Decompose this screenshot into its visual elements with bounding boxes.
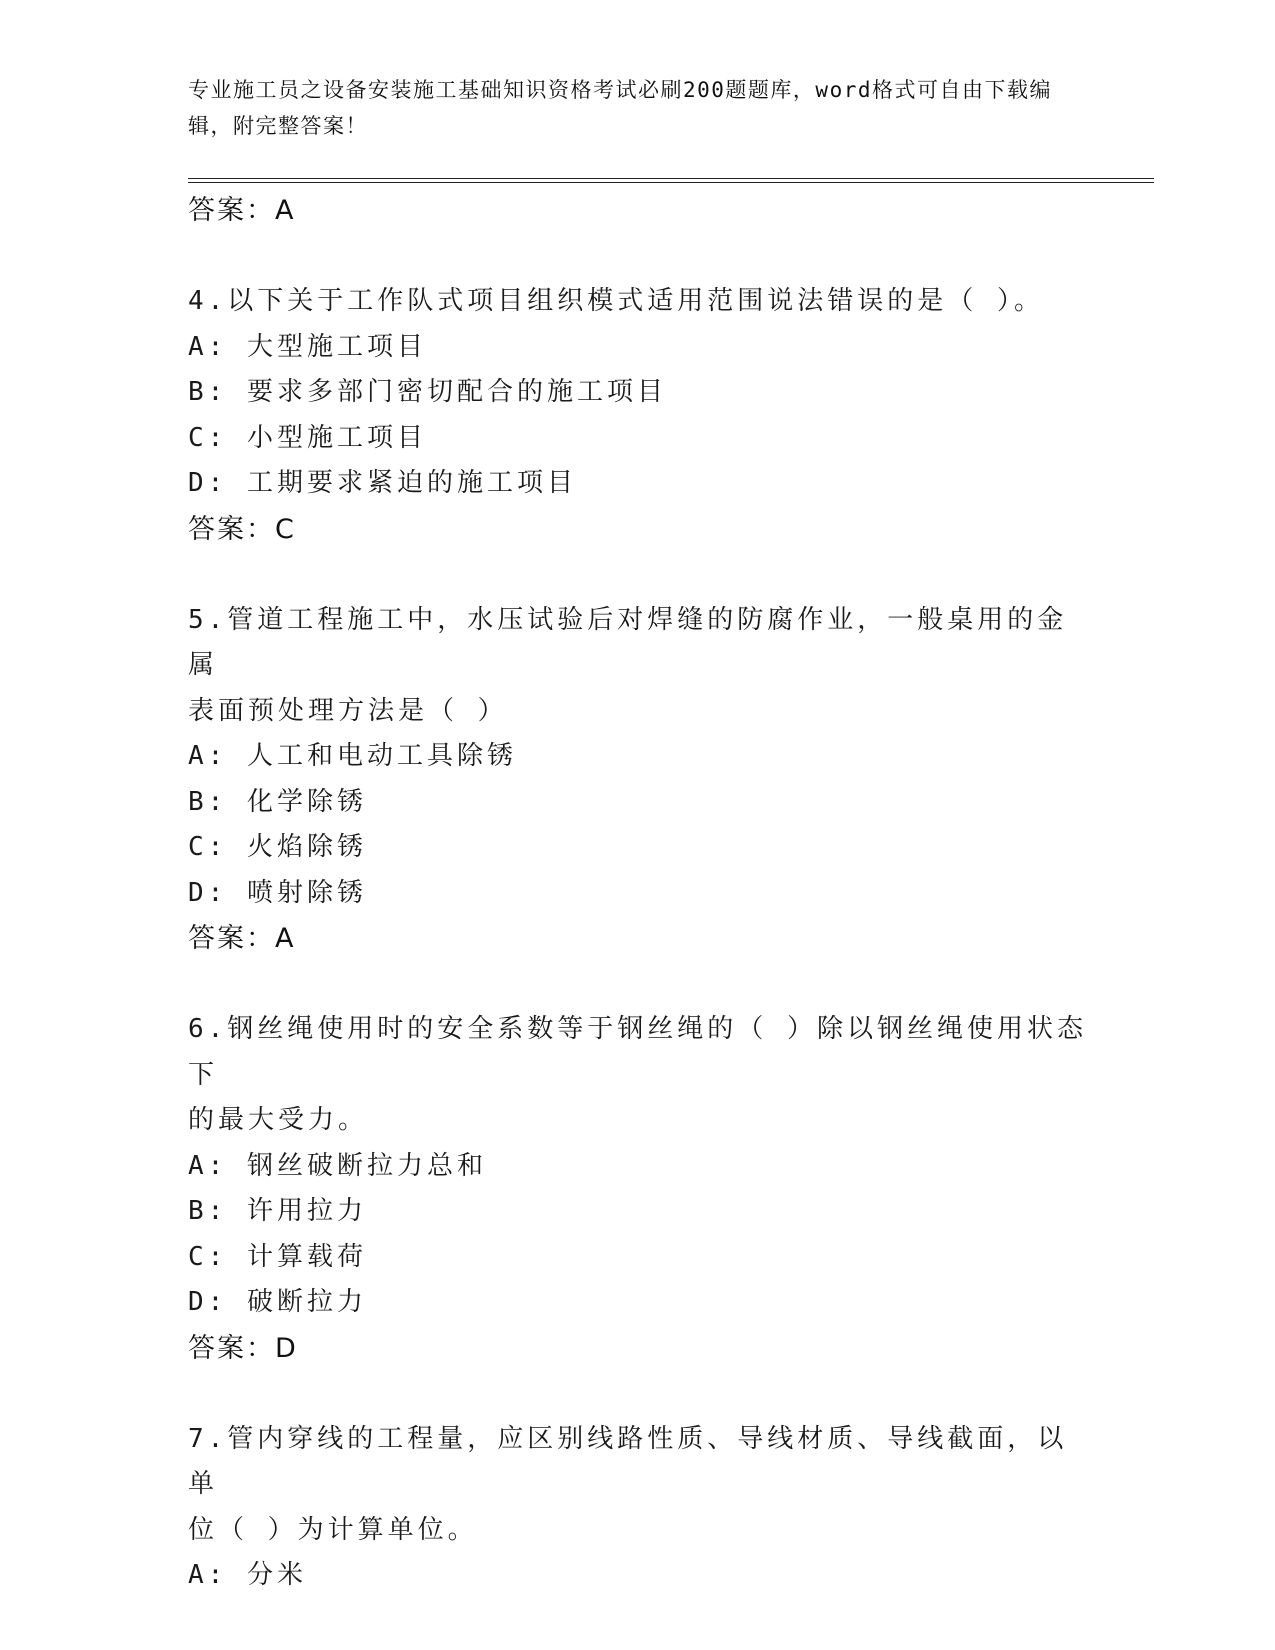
header-divider-top — [188, 178, 1154, 179]
answer-line: 答案：A — [188, 195, 296, 226]
question-block — [188, 1417, 1088, 1599]
option-d: D: 工期要求紧迫的施工项目 — [188, 468, 577, 498]
question-block — [188, 1007, 1088, 1371]
option-b: B: 化学除锈 — [188, 786, 367, 817]
question-stem: 5.管道工程施工中，水压试验后对焊缝的防腐作业，一般桌用的金属 — [188, 604, 1068, 680]
question-list — [188, 188, 1088, 1599]
option-a: A: 人工和电动工具除锈 — [188, 741, 517, 771]
option-d: D: 喷射除锈 — [188, 877, 367, 908]
header-divider-bottom — [188, 182, 1154, 183]
spacer — [188, 234, 1088, 280]
option-b: B: 要求多部门密切配合的施工项目 — [188, 377, 667, 407]
option-a: A: 大型施工项目 — [188, 331, 427, 362]
option-c: C: 小型施工项目 — [188, 422, 427, 453]
spacer — [188, 552, 1088, 598]
question-block — [188, 598, 1088, 962]
question-stem: 4.以下关于工作队式项目组织模式适用范围说法错误的是（ ）。 — [188, 286, 1044, 316]
option-a: A: 分米 — [188, 1560, 307, 1590]
question-stem: 7.管内穿线的工程量，应区别线路性质、导线材质、导线截面，以单 — [188, 1423, 1068, 1499]
question-block — [188, 279, 1088, 552]
option-d: D: 破断拉力 — [188, 1287, 367, 1317]
spacer — [188, 962, 1088, 1008]
question-stem: 6.钢丝绳使用时的安全系数等于钢丝绳的（ ）除以钢丝绳使用状态下 — [188, 1014, 1087, 1090]
answer-line: 答案：C — [188, 513, 296, 545]
answer-line: 答案：A — [188, 923, 296, 954]
question-stem-continued: 位（ ）为计算单位。 — [188, 1514, 478, 1545]
option-b: B: 许用拉力 — [188, 1196, 367, 1226]
document-header: 专业施工员之设备安装施工基础知识资格考试必刷200题题库，word格式可自由下载编辑，附完整答案！ — [188, 78, 1052, 138]
question-stem-continued: 表面预处理方法是（ ） — [188, 695, 508, 726]
option-a: A: 钢丝破断拉力总和 — [188, 1150, 487, 1181]
question-stem-continued: 的最大受力。 — [188, 1105, 369, 1135]
spacer — [188, 1371, 1088, 1417]
answer-line: 答案：D — [188, 1332, 298, 1364]
option-c: C: 火焰除锈 — [188, 832, 367, 862]
option-c: C: 计算载荷 — [188, 1241, 367, 1272]
